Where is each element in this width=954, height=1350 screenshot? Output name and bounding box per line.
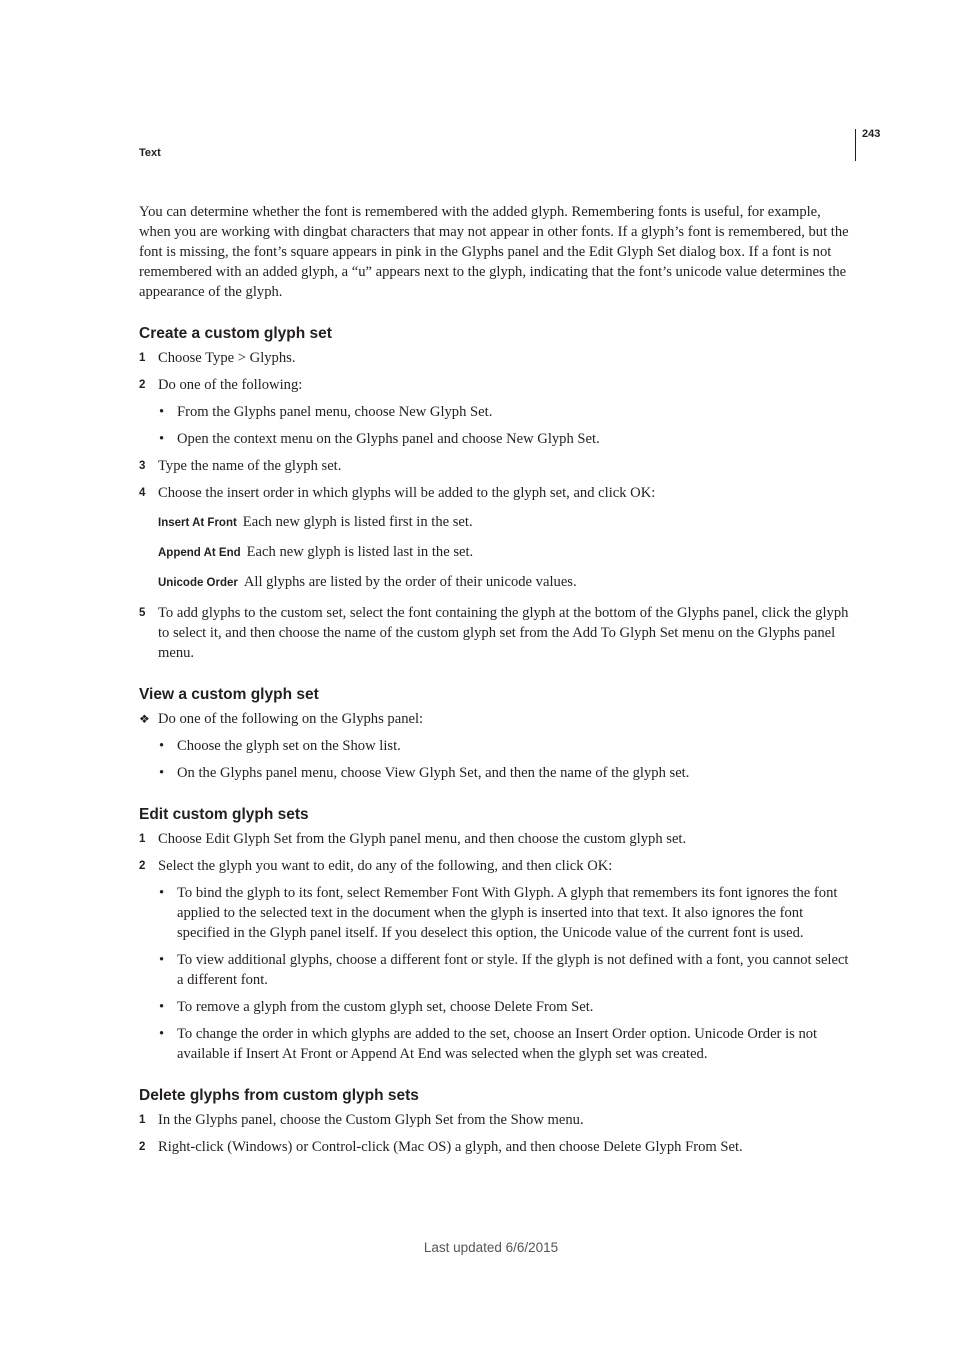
- bullet-item: [139, 402, 851, 422]
- bullet-item: [139, 883, 851, 943]
- step: [139, 856, 851, 876]
- bullet-marker: •: [159, 431, 165, 447]
- bullet-text: On the Glyphs panel menu, choose View Glyph Set, and then the name of the glyph set.: [177, 765, 690, 781]
- term-label: Unicode Order: [158, 577, 238, 589]
- body-content: [139, 202, 851, 1157]
- diamond-icon: ❖: [139, 712, 150, 726]
- step-number: 1: [139, 1114, 146, 1126]
- step: [139, 603, 851, 663]
- step-number: 2: [139, 860, 146, 872]
- step: [139, 829, 851, 849]
- bullet-text: From the Glyphs panel menu, choose New Glyph Set.: [177, 404, 493, 420]
- step: [139, 1110, 851, 1130]
- term-entry: [139, 512, 851, 533]
- bullet-marker: •: [159, 999, 165, 1015]
- step-number: 5: [139, 607, 146, 619]
- footer-last-updated: Last updated 6/6/2015: [423, 1240, 559, 1255]
- term-label: Insert At Front: [158, 517, 237, 529]
- step-text: Choose Type > Glyphs.: [158, 350, 296, 366]
- heading-view-custom-glyph-set: View a custom glyph set: [139, 686, 319, 703]
- step-text: Choose Edit Glyph Set from the Glyph panel menu, and then choose the custom glyph set.: [158, 831, 687, 847]
- step: [139, 456, 851, 476]
- step: [139, 375, 851, 395]
- step-number: 2: [139, 379, 146, 391]
- step-text: Do one of the following on the Glyphs panel:: [158, 711, 424, 727]
- step-number: 2: [139, 1141, 146, 1153]
- step-number: 3: [139, 460, 146, 472]
- term-label: Append At End: [158, 547, 241, 559]
- term-text: Each new glyph is listed first in the set.: [242, 514, 473, 530]
- step-number: 1: [139, 833, 146, 845]
- term-text: All glyphs are listed by the order of their unicode values.: [243, 574, 577, 590]
- step: [139, 348, 851, 368]
- bullet-marker: •: [159, 738, 165, 754]
- bullet-item: [139, 1024, 851, 1064]
- term-text: Each new glyph is listed last in the set.: [246, 544, 474, 560]
- step: [139, 709, 851, 729]
- step-text: Select the glyph you want to edit, do any of the following, and then click OK:: [158, 858, 613, 874]
- step-text: In the Glyphs panel, choose the Custom Glyph Set from the Show menu.: [158, 1112, 584, 1128]
- bullet-marker: •: [159, 885, 165, 901]
- header-rule: [855, 129, 856, 161]
- step-text: Do one of the following:: [158, 377, 303, 393]
- page-number: 243: [862, 128, 881, 140]
- bullet-marker: •: [159, 765, 165, 781]
- bullet-marker: •: [159, 952, 165, 968]
- step-text: Right-click (Windows) or Control-click (Mac OS) a glyph, and then choose Delete Glyph From Set.: [158, 1139, 743, 1155]
- bullet-text: To change the order in which glyphs are added to the set, choose an Insert Order option. Unicode Order is not available if Insert At Front or Append At End was selected when the glyph set was created.: [177, 1026, 818, 1062]
- step-text: To add glyphs to the custom set, select the font containing the glyph at the bottom of the Glyphs panel, click the glyph to select it, and then choose the name of the custom glyph set from the Add To Glyph Set menu on the Glyphs panel menu.: [158, 605, 849, 661]
- step: [139, 483, 851, 503]
- section-title: Text: [139, 147, 161, 159]
- step-number: 1: [139, 352, 146, 364]
- bullet-item: [139, 736, 851, 756]
- bullet-text: To bind the glyph to its font, select Remember Font With Glyph. A glyph that remembers its font ignores the font applied to the selected text in the document when the glyph is inserted into that text. It also ignores the font specified in the Glyph panel itself. If you deselect this option, the Unicode value of the current font is used.: [177, 885, 838, 941]
- bullet-marker: •: [159, 1026, 165, 1042]
- term-entry: [139, 572, 851, 593]
- bullet-item: [139, 950, 851, 990]
- bullet-item: [139, 429, 851, 449]
- heading-create-custom-glyph-set: Create a custom glyph set: [139, 325, 332, 342]
- bullet-item: [139, 997, 851, 1017]
- term-entry: [139, 542, 851, 563]
- intro-paragraph: You can determine whether the font is remembered with the added glyph. Remembering fonts is useful, for example, when you are working with dingbat characters that may not appear in other fonts. If a glyph’s font is remembered, but the font is missing, the font’s square appears in pink in the Glyphs panel and the Edit Glyph Set dialog box. If a font is not remembered with an added glyph, a “u” appears next to the glyph, indicating that the font’s unicode value determines the appearance of the glyph.: [139, 204, 849, 300]
- step-text: Type the name of the glyph set.: [158, 458, 342, 474]
- heading-edit-custom-glyph-sets: Edit custom glyph sets: [139, 806, 309, 823]
- bullet-item: [139, 763, 851, 783]
- step-number: 4: [139, 487, 146, 499]
- bullet-text: To view additional glyphs, choose a different font or style. If the glyph is not defined with a font, you cannot select a different font.: [177, 952, 849, 988]
- bullet-text: Choose the glyph set on the Show list.: [177, 738, 401, 754]
- heading-delete-glyphs: Delete glyphs from custom glyph sets: [139, 1087, 419, 1104]
- step-text: Choose the insert order in which glyphs will be added to the glyph set, and click OK:: [158, 485, 656, 501]
- bullet-text: Open the context menu on the Glyphs panel and choose New Glyph Set.: [177, 431, 600, 447]
- step: [139, 1137, 851, 1157]
- bullet-text: To remove a glyph from the custom glyph set, choose Delete From Set.: [177, 999, 594, 1015]
- bullet-marker: •: [159, 404, 165, 420]
